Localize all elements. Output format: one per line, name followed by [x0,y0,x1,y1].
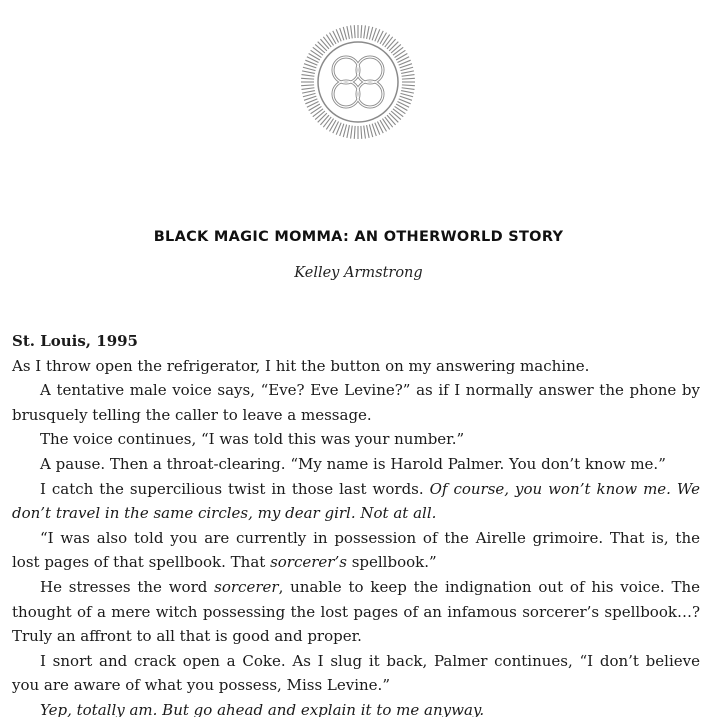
ornament-ray [313,109,323,117]
ornament-ray [402,85,415,86]
ornament-ray [367,125,370,138]
ornament-ray [393,109,403,117]
ornament-ray [382,35,389,46]
paragraph-2: A tentative male voice says, “Eve? Eve Levine?” as if I normally answer the phone by brusquely telling the caller to leave a message. [12,381,700,424]
ornament-ray [351,25,353,38]
ornament-ray [389,42,398,51]
ornament-ray [402,75,415,77]
ornament-ray [301,88,314,90]
ornament-ray [301,75,314,77]
ornament-ray [361,126,362,139]
paragraph-5-text: I catch the supercilious twist in those last words. [40,479,430,498]
ornament-ray [391,111,401,120]
ornament-ray [401,67,414,70]
ornament-ray [395,50,406,57]
ornament-ray [364,25,366,38]
ornament-ray [303,67,316,70]
ornament-ray [387,115,396,125]
ornament-ray [385,117,393,127]
celtic-knot-sun-icon [300,24,416,140]
paragraph-7 [12,575,700,649]
ornament-ray [369,27,372,40]
ornament-ray [401,91,414,94]
ornament-ray [323,37,331,47]
ornament-ray [315,44,325,53]
ornament-ray [343,125,346,138]
paragraph-9 [12,698,700,717]
paragraph-8: I snort and crack open a Coke. As I slug it back, Palmer continues, “I don’t believe you are aware of what you possess, Miss Levine.” [12,651,700,695]
ornament-ray [303,93,316,96]
ornament-ray [313,47,323,55]
ornament-ray [326,35,333,46]
ornament-ray [402,88,415,90]
ornament-ray [320,39,329,49]
paragraph-1: As I throw open the refrigerator, I hit the button on my answering machine. [12,356,590,375]
ornament-ray [318,113,327,122]
ornament-ray [391,44,401,53]
ornament-ray [402,78,415,79]
paragraph-3: The voice continues, “I was told this was your number.” [40,430,465,449]
ornament-ray [315,111,325,120]
ornament-ray [351,126,353,139]
ornament-inner-ring [318,42,398,122]
paragraph-6-text-b: spellbook.” [346,553,437,572]
ornament-ray [395,106,406,113]
place-date-heading: St. Louis, 1995 [12,332,138,350]
paragraph-5-italic: Of course, you won’t know me. We don’t travel in the same circles, my dear girl. Not at all. [12,479,700,523]
ornament-ray [301,85,314,86]
paragraph-7-italic: sorcerer [214,577,279,596]
paragraph-4: A pause. Then a throat-clearing. “My name is Harold Palmer. You don’t know me.” [40,454,666,473]
ornament-ray [311,50,322,57]
paragraph-5 [12,477,700,526]
paragraph-6-text-a: “I was also told you are currently in possession of the Airelle grimoire. That is, the lost pages of that spellbook. That [12,528,700,572]
ornament-ray [361,25,362,38]
story-title: BLACK MAGIC MOMMA: AN OTHERWORLD STORY [153,229,564,245]
ornament-ray [401,71,414,74]
paragraph-7-text-b: , unable to keep the indignation out of his voice. The thought of a mere witch possessing the lost pages of an infamous sorcerer’s spellbook…? Truly an affront to all that is good and proper. [12,577,700,646]
ornament-ray [364,126,366,139]
ornament-ray [385,37,393,47]
ornament-ray [367,26,370,39]
paragraph-6 [12,526,700,575]
paragraph-9-italic: Yep, totally am. But go ahead and explain it to me anyway. [40,700,485,717]
ornament-ray [302,91,315,94]
ornament-ray [343,27,346,40]
ornament-ray [326,119,333,130]
ornament-ray [302,71,315,74]
ornament-ray [301,78,314,79]
ornament-graphic [300,24,416,140]
ornament-ray [382,119,389,130]
ornament-ray [393,47,403,55]
ornament-ray [347,125,350,138]
ornament-ray [318,42,327,51]
ornament-ray [354,25,355,38]
ornament-ray [387,39,396,49]
ornament-ray [401,93,414,96]
ornament-ray [320,115,329,125]
ornament-ray [323,117,331,127]
story-body [12,329,700,717]
ornament-ray [311,106,322,113]
paragraph-6-italic: sorcerer’s [270,553,347,572]
ornament-ray [369,125,372,138]
ornament-ray [389,113,398,122]
ornament-ray [347,26,350,39]
author-name: Kelley Armstrong [294,265,423,281]
ornament-ray [354,126,355,139]
paragraph-7-text-a: He stresses the word [40,577,215,596]
